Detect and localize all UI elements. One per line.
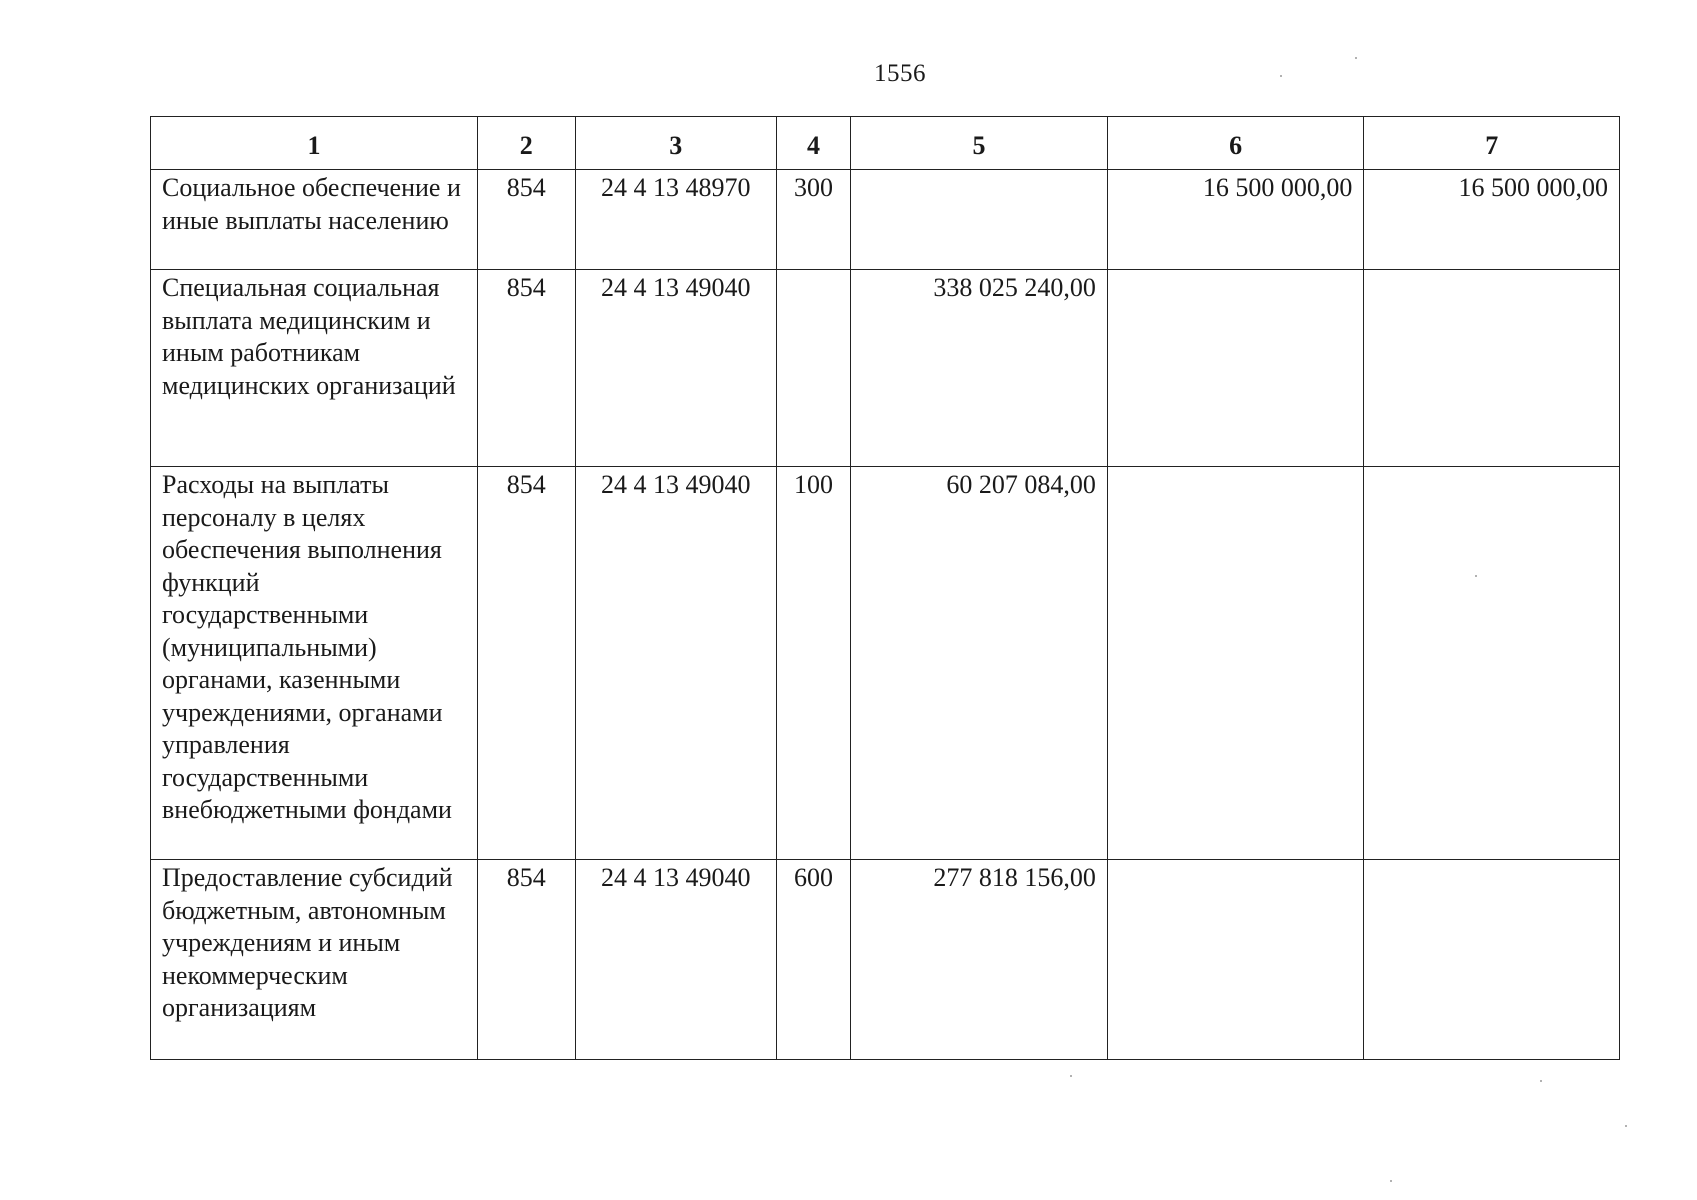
scan-speck xyxy=(1540,1080,1542,1082)
row-col7 xyxy=(1364,467,1620,860)
row-col4 xyxy=(776,270,850,467)
row-col6: 16 500 000,00 xyxy=(1107,170,1364,270)
row-col3: 24 4 13 49040 xyxy=(575,860,776,1060)
row-col2: 854 xyxy=(478,860,576,1060)
column-header-2: 2 xyxy=(478,117,576,170)
column-header-5: 5 xyxy=(851,117,1108,170)
budget-table xyxy=(150,116,1620,1060)
row-col5: 338 025 240,00 xyxy=(851,270,1108,467)
table-row xyxy=(151,270,1620,467)
column-header-3: 3 xyxy=(575,117,776,170)
row-col2: 854 xyxy=(478,467,576,860)
column-header-6: 6 xyxy=(1107,117,1364,170)
row-col2: 854 xyxy=(478,270,576,467)
row-col3: 24 4 13 48970 xyxy=(575,170,776,270)
row-col6 xyxy=(1107,860,1364,1060)
table-header-row xyxy=(151,117,1620,170)
row-col5 xyxy=(851,170,1108,270)
column-header-4: 4 xyxy=(776,117,850,170)
scan-speck xyxy=(1390,1180,1392,1182)
row-name: Расходы на выплаты персоналу в целях обеспечения выполнения функций государственными (муниципальными) органами, казенными учреждениями, органами управления государственными внебюджетными фондами xyxy=(151,467,478,860)
row-col5: 277 818 156,00 xyxy=(851,860,1108,1060)
row-col5: 60 207 084,00 xyxy=(851,467,1108,860)
page-number: 1556 xyxy=(874,60,926,87)
row-col4: 300 xyxy=(776,170,850,270)
row-col7: 16 500 000,00 xyxy=(1364,170,1620,270)
column-header-7: 7 xyxy=(1364,117,1620,170)
row-name: Предоставление субсидий бюджетным, автономным учреждениям и иным некоммерческим организациям xyxy=(151,860,478,1060)
row-col7 xyxy=(1364,860,1620,1060)
row-col4: 100 xyxy=(776,467,850,860)
scan-speck xyxy=(1070,1075,1072,1077)
scan-speck xyxy=(1280,75,1282,77)
row-col7 xyxy=(1364,270,1620,467)
scan-speck xyxy=(1355,57,1357,59)
row-col6 xyxy=(1107,270,1364,467)
row-name: Социальное обеспечение и иные выплаты населению xyxy=(151,170,478,270)
table-row xyxy=(151,170,1620,270)
table-row xyxy=(151,860,1620,1060)
row-col6 xyxy=(1107,467,1364,860)
row-col4: 600 xyxy=(776,860,850,1060)
row-col3: 24 4 13 49040 xyxy=(575,270,776,467)
scan-speck xyxy=(1625,1125,1627,1127)
column-header-1: 1 xyxy=(151,117,478,170)
row-col2: 854 xyxy=(478,170,576,270)
row-name: Специальная социальная выплата медицинским и иным работникам медицинских организаций xyxy=(151,270,478,467)
row-col3: 24 4 13 49040 xyxy=(575,467,776,860)
table-row xyxy=(151,467,1620,860)
scan-speck xyxy=(1475,575,1477,577)
